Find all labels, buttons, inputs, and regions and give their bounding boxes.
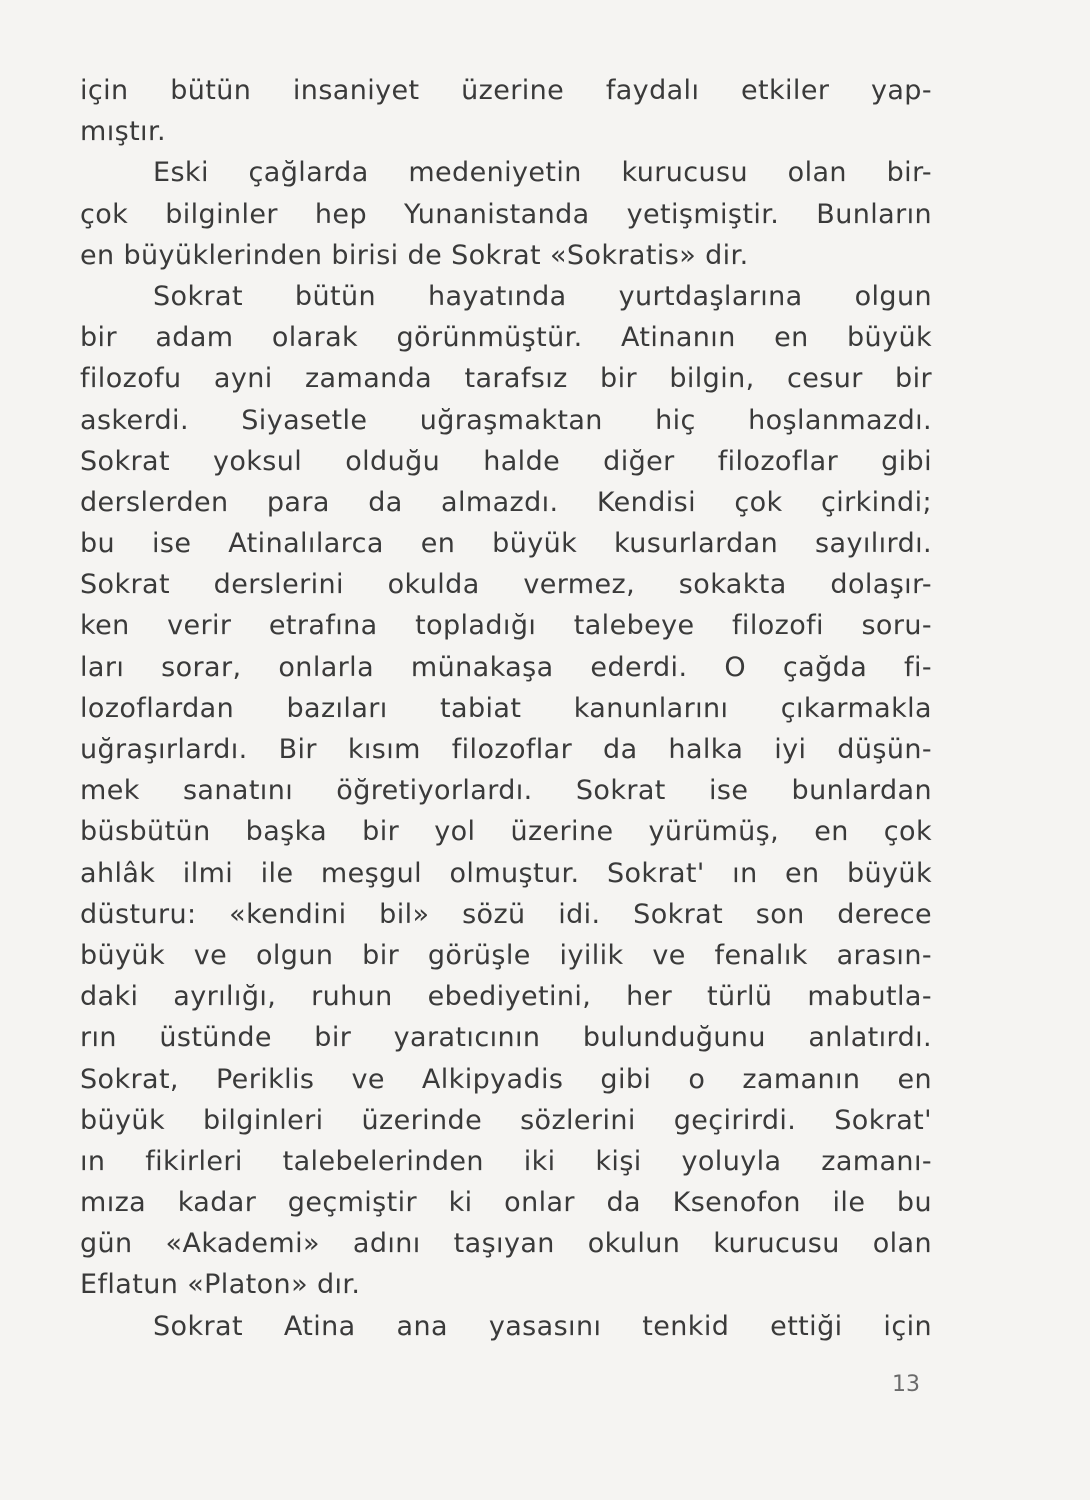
text-line: en büyüklerinden birisi de Sokrat «Sokratis» dir. (80, 239, 749, 271)
page-number: 13 (892, 1372, 920, 1397)
text-line: Sokrat derslerini okulda vermez, sokakta dolaşır- (80, 569, 932, 601)
text-line: mıza kadar geçmiştir ki onlar da Ksenofon ile bu (80, 1187, 932, 1219)
text-line: Sokrat, Periklis ve Alkipyadis gibi o zamanın en (80, 1063, 932, 1095)
text-line: rın üstünde bir yaratıcının bulunduğunu anlatırdı. (80, 1022, 932, 1054)
text-line: ları sorar, onlarla münakaşa ederdi. O çağda fi- (80, 651, 932, 683)
text-line: ken verir etrafına topladığı talebeye filozofi soru- (80, 610, 932, 642)
paragraph-start-line: Eski çağlarda medeniyetin kurucusu olan bir- (153, 157, 932, 189)
text-line: için bütün insaniyet üzerine faydalı etkiler yap- (80, 75, 932, 106)
text-line: askerdi. Siyasetle uğraşmaktan hiç hoşlanmazdı. (80, 404, 932, 436)
paragraph-start-line: Sokrat bütün hayatında yurtdaşlarına olgun (153, 280, 932, 312)
text-line: filozofu ayni zamanda tarafsız bir bilgin, cesur bir (80, 363, 932, 395)
text-line: bir adam olarak görünmüştür. Atinanın en büyük (80, 322, 932, 354)
text-line: mıştır. (80, 116, 166, 148)
text-line: büyük bilginleri üzerinde sözlerini geçirirdi. Sokrat' (80, 1104, 932, 1136)
text-line: bu ise Atinalılarca en büyük kusurlardan sayılırdı. (80, 528, 932, 560)
text-line: Sokrat yoksul olduğu halde diğer filozoflar gibi (80, 445, 932, 477)
text-line: gün «Akademi» adını taşıyan okulun kurucusu olan (80, 1228, 932, 1260)
text-line: derslerden para da almazdı. Kendisi çok çirkindi; (80, 486, 932, 518)
text-line: ın fikirleri talebelerinden iki kişi yoluyla zamanı- (80, 1145, 932, 1177)
text-line: düsturu: «kendini bil» sözü idi. Sokrat son derece (80, 898, 932, 930)
text-line: daki ayrılığı, ruhun ebediyetini, her türlü mabutla- (80, 981, 932, 1013)
text-line: büsbütün başka bir yol üzerine yürümüş, en çok (80, 816, 932, 848)
body-text (80, 70, 932, 1347)
paragraph-start-line: Sokrat Atina ana yasasını tenkid ettiği için (153, 1310, 932, 1342)
text-line: Eflatun «Platon» dır. (80, 1269, 361, 1301)
text-line: büyük ve olgun bir görüşle iyilik ve fenalık arasın- (80, 939, 932, 971)
text-line: çok bilginler hep Yunanistanda yetişmiştir. Bunların (80, 198, 932, 230)
text-line: lozoflardan bazıları tabiat kanunlarını çıkarmakla (80, 692, 932, 724)
text-line: uğraşırlardı. Bir kısım filozoflar da halka iyi düşün- (80, 734, 932, 765)
text-line: ahlâk ilmi ile meşgul olmuştur. Sokrat' ın en büyük (80, 857, 932, 889)
text-line: mek sanatını öğretiyorlardı. Sokrat ise bunlardan (80, 775, 932, 807)
